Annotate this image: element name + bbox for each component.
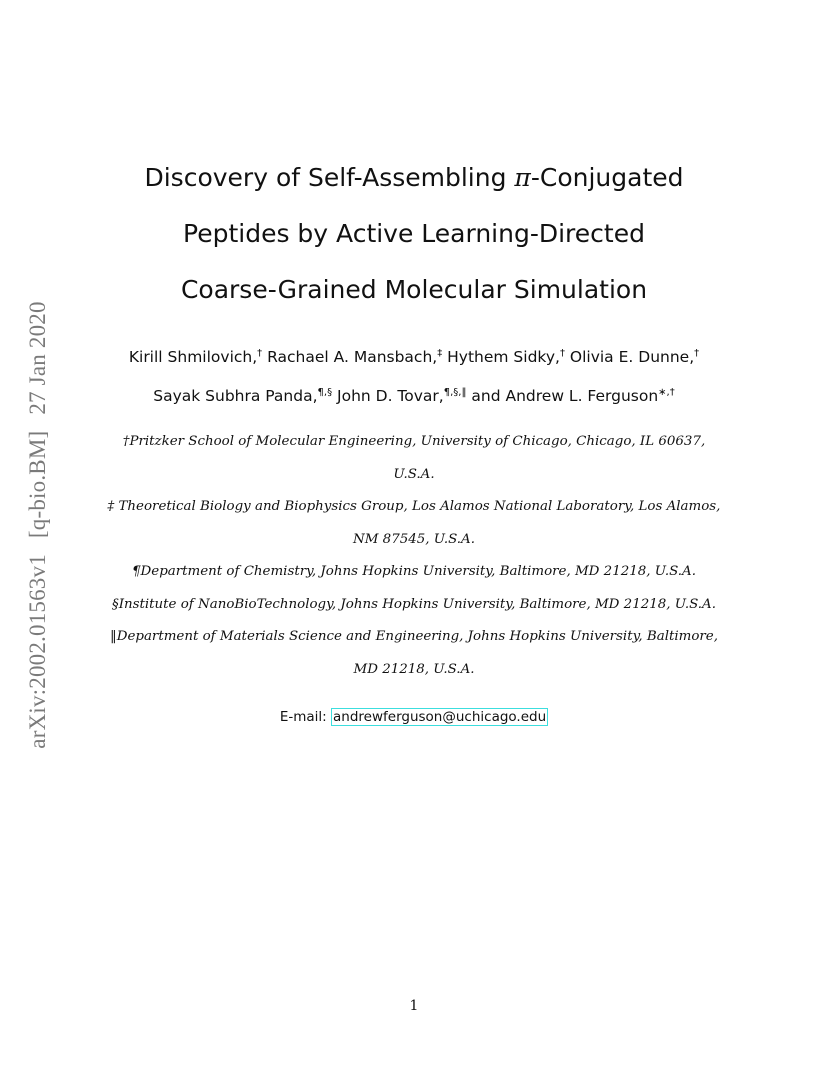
author-name: Olivia E. Dunne, [569,348,695,366]
contact-email [0,705,828,729]
email-link[interactable]: andrewferguson@uchicago.edu [333,709,547,725]
affiliations [0,426,828,686]
affiliation-jhu-nanobio: §Institute of NanoBioTechnology, Johns Hopkins University, Baltimore, MD 21218, U.S.A. [112,596,716,612]
author-affiliation-mark: ¶,§,‖ [443,387,467,398]
affiliation-jhu-materials: ‖Department of Materials Science and Engineering, Johns Hopkins University, Baltimore, [110,629,718,644]
author-affiliation-mark: † [559,348,565,359]
author-name: and Andrew L. Ferguson [471,387,659,405]
author-list [0,338,828,416]
title-line-1: Discovery of Self-Assembling π-Conjugated [144,163,684,192]
affiliation-pritzker-cont: U.S.A. [393,466,435,482]
author-line-1 [0,338,828,377]
author-line-2 [0,377,828,416]
author-name: Sayak Subhra Panda, [153,387,318,405]
affiliation-jhu-materials-cont: MD 21218, U.S.A. [353,661,475,677]
email-label: E-mail: [279,709,327,725]
author-name: Rachael A. Mansbach, [267,348,438,366]
pi-symbol: π [514,163,531,192]
arxiv-category: [q-bio.BM] [25,430,50,539]
author-name: Kirill Shmilovich, [128,348,258,366]
page-number: 1 [409,998,419,1014]
author-affiliation-mark: ‡ [437,348,443,359]
affiliation-jhu-chemistry: ¶Department of Chemistry, Johns Hopkins University, Baltimore, MD 21218, U.S.A. [132,564,696,579]
affiliation-pritzker: †Pritzker School of Molecular Engineering, University of Chicago, Chicago, IL 60637, [122,434,706,449]
affiliation-los-alamos: ‡ Theoretical Biology and Biophysics Group, Los Alamos National Laboratory, Los Alamos, [107,499,721,514]
author-affiliation-mark: † [257,348,263,359]
arxiv-date: 27 Jan 2020 [25,301,50,415]
paper-title [0,150,828,318]
title-line-3: Coarse-Grained Molecular Simulation [180,275,648,304]
author-name: Hythem Sidky, [447,348,560,366]
author-affiliation-mark: † [694,348,700,359]
title-line-2: Peptides by Active Learning-Directed [183,219,645,248]
arxiv-id: arXiv:2002.01563v1 [25,554,50,749]
author-affiliation-mark: ∗,† [658,387,675,398]
author-name: John D. Tovar, [337,387,444,405]
author-affiliation-mark: ¶,§ [317,387,333,398]
affiliation-los-alamos-cont: NM 87545, U.S.A. [353,531,475,547]
